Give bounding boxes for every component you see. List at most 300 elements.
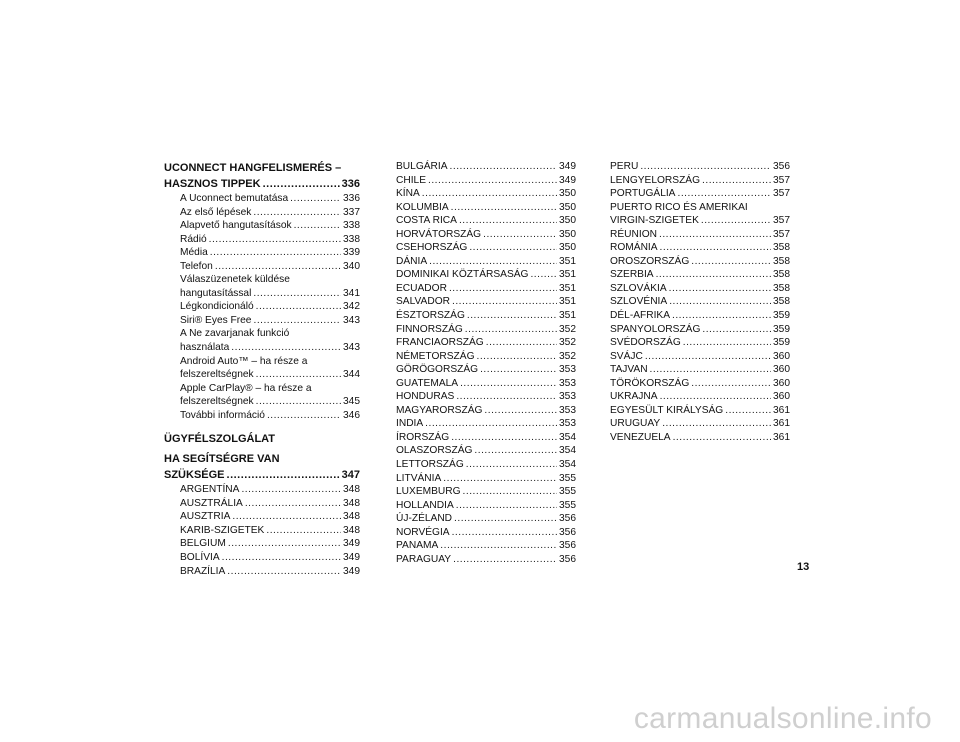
entry-label: SVÁJC (610, 350, 643, 362)
toc-entry[interactable] (610, 174, 790, 188)
entry-page: 354 (559, 431, 576, 443)
entry-page: 341 (343, 287, 360, 299)
dot-leader (241, 483, 341, 497)
entry-label-first-line: PUERTO RICO ÉS AMERIKAI (610, 201, 748, 213)
dot-leader (453, 553, 557, 567)
dot-leader (263, 176, 340, 192)
entry-label: SZERBIA (610, 269, 654, 281)
entry-label: További információ (180, 409, 265, 421)
entry-label: SALVADOR (396, 296, 450, 308)
entry-label: SVÉDORSZÁG (610, 337, 681, 349)
toc-entry[interactable] (164, 497, 360, 511)
dot-leader (454, 512, 557, 526)
entry-page: 359 (773, 310, 790, 322)
toc-entry[interactable] (396, 458, 576, 472)
dot-leader (253, 314, 341, 328)
toc-entry[interactable] (396, 268, 576, 282)
toc-entry[interactable] (396, 363, 576, 377)
entry-page: 358 (773, 296, 790, 308)
toc-entry[interactable] (610, 309, 790, 323)
toc-entry[interactable] (396, 390, 576, 404)
toc-entry[interactable] (396, 174, 576, 188)
toc-entry[interactable] (610, 363, 790, 377)
toc-entry[interactable] (164, 537, 360, 551)
entry-page: 345 (343, 396, 360, 408)
dot-leader (483, 228, 557, 242)
dot-leader (451, 431, 557, 445)
entry-label: Rádió (180, 233, 207, 245)
entry-page: 336 (343, 193, 360, 204)
dot-leader (480, 363, 557, 377)
entry-label: EGYESÜLT KIRÁLYSÁG (610, 404, 724, 416)
toc-entry[interactable] (610, 390, 790, 404)
toc-entry[interactable] (396, 377, 576, 391)
entry-page: 346 (343, 409, 360, 421)
entry-page: 355 (559, 486, 576, 498)
entry-page: 353 (559, 404, 576, 416)
entry-label: SPANYOLORSZÁG (610, 323, 701, 335)
dot-leader (725, 404, 771, 418)
dot-leader (267, 409, 341, 423)
dot-leader (702, 323, 771, 337)
dot-leader (443, 472, 557, 486)
toc-entry[interactable] (396, 431, 576, 445)
entry-label: használata (180, 342, 230, 354)
entry-page: 356 (559, 540, 576, 552)
entry-page: 360 (773, 364, 790, 376)
toc-entry[interactable] (396, 417, 576, 431)
section-title-segitseg: HA SEGÍTSÉGRE VAN (164, 453, 280, 466)
entry-page: 350 (559, 228, 576, 240)
dot-leader (477, 350, 558, 364)
entry-page: 354 (559, 445, 576, 457)
entry-page: 349 (559, 174, 576, 186)
entry-label: ROMÁNIA (610, 242, 658, 254)
toc-entry[interactable] (396, 160, 576, 174)
entry-page: 351 (559, 255, 576, 267)
entry-page: 350 (559, 215, 576, 227)
dot-leader (673, 431, 771, 445)
dot-leader (256, 300, 341, 314)
entry-label: VIRGIN-SZIGETEK (610, 215, 699, 227)
toc-column-right (610, 160, 790, 444)
toc-entry[interactable] (610, 336, 790, 350)
entry-page: 361 (773, 404, 790, 416)
toc-entry[interactable] (164, 314, 360, 328)
dot-leader (701, 214, 771, 228)
entry-label: NÉMETORSZÁG (396, 350, 475, 362)
toc-entry[interactable] (610, 187, 790, 201)
watermark: carmanualsonline.info (633, 702, 932, 735)
country-entries-right (610, 160, 790, 444)
dot-leader (209, 233, 341, 247)
entry-label: Az első lépések (180, 206, 252, 218)
dot-leader (465, 323, 557, 337)
entry-page: 361 (773, 431, 790, 443)
entry-label: INDIA (396, 418, 424, 430)
toc-entry[interactable] (610, 431, 790, 445)
toc-entry[interactable] (396, 309, 576, 323)
entry-label: LITVÁNIA (396, 472, 442, 484)
toc-entry[interactable] (610, 241, 790, 255)
dot-leader (484, 404, 557, 418)
toc-entry[interactable] (396, 228, 576, 242)
entry-label: Média (180, 247, 208, 259)
toc-entry[interactable] (164, 409, 360, 423)
entry-label-first-line: Apple CarPlay® – ha része a (180, 382, 312, 394)
toc-column-middle (396, 160, 576, 566)
entry-page: 361 (773, 418, 790, 430)
entry-label: GÖRÖGORSZÁG (396, 364, 479, 376)
dot-leader (659, 228, 771, 242)
entry-label-first-line: A Ne zavarjanak funkció (180, 328, 290, 340)
toc-entry[interactable] (396, 553, 576, 567)
entry-page: 351 (559, 282, 576, 294)
entry-label: FRANCIAORSZÁG (396, 337, 484, 349)
entry-page: 356 (559, 526, 576, 538)
dot-leader (683, 336, 771, 350)
entry-page: 353 (559, 364, 576, 376)
entry-label: ÉSZTORSZÁG (396, 310, 465, 322)
entry-label: AUSZTRIA (180, 511, 231, 523)
toc-entry[interactable] (396, 336, 576, 350)
toc-entry[interactable] (164, 510, 360, 524)
dot-leader (645, 350, 771, 364)
dot-leader (672, 309, 771, 323)
entry-page: 353 (559, 391, 576, 403)
dot-leader (660, 241, 771, 255)
entry-label: HORVÁTORSZÁG (396, 228, 482, 240)
toc-entry[interactable] (396, 241, 576, 255)
entry-label: felszereltségnek (180, 369, 254, 381)
dot-leader (456, 499, 557, 513)
entry-label: SZLOVÉNIA (610, 296, 668, 308)
entry-page: 358 (773, 242, 790, 254)
dot-leader (210, 246, 341, 260)
country-entries-left (164, 483, 360, 578)
dot-leader (650, 363, 771, 377)
entry-page: 355 (559, 499, 576, 511)
entry-label: COSTA RICA (396, 215, 457, 227)
entry-label-first-line: Android Auto™ – ha része a (180, 355, 308, 367)
entry-label: PANAMA (396, 540, 439, 552)
entry-label: ARGENTÍNA (180, 484, 240, 496)
entry-page: 348 (343, 524, 360, 536)
entry-label: OROSZORSZÁG (610, 255, 690, 267)
entry-label: BELGIUM (180, 538, 226, 550)
dot-leader (422, 187, 557, 201)
toc-entry[interactable] (396, 512, 576, 526)
entry-label: DÁNIA (396, 255, 428, 267)
entry-label: PORTUGÁLIA (610, 188, 676, 200)
entry-label: KARIB-SZIGETEK (180, 524, 265, 536)
entry-page: 360 (773, 377, 790, 389)
entry-page: 357 (773, 174, 790, 186)
entry-label: DÉL-AFRIKA (610, 310, 671, 322)
entry-label-first-line: Válaszüzenetek küldése (180, 274, 290, 286)
entry-page: 352 (559, 337, 576, 349)
entry-page: 359 (773, 337, 790, 349)
dot-leader (231, 341, 341, 355)
entry-page: 356 (559, 553, 576, 565)
dot-leader (467, 309, 557, 323)
entry-page: 353 (559, 418, 576, 430)
entry-page: 349 (343, 552, 360, 564)
entry-label: PARAGUAY (396, 553, 452, 565)
toc-entry[interactable] (164, 192, 360, 206)
toc-entry[interactable] (396, 485, 576, 499)
entry-page: 360 (773, 350, 790, 362)
entry-label: AUSZTRÁLIA (180, 497, 243, 509)
dot-leader (456, 390, 557, 404)
entry-label: ECUADOR (396, 282, 447, 294)
entry-label: MAGYARORSZÁG (396, 404, 483, 416)
entry-page: 337 (343, 206, 360, 218)
entry-page: 338 (343, 220, 360, 232)
dot-leader (451, 201, 557, 215)
toc-entry[interactable] (610, 255, 790, 269)
toc-entry[interactable] (396, 282, 576, 296)
entry-label: ÍRORSZÁG (396, 431, 450, 443)
dot-leader (530, 268, 557, 282)
dot-leader (669, 295, 771, 309)
dot-leader (660, 390, 771, 404)
toc-entry[interactable] (396, 526, 576, 540)
toc-entry[interactable] (164, 287, 360, 301)
dot-leader (452, 295, 557, 309)
dot-leader (228, 537, 341, 551)
entry-label: Alapvető hangutasítások (180, 220, 292, 232)
dot-leader (266, 524, 341, 538)
entry-page: 339 (343, 247, 360, 259)
entry-label: felszereltségnek (180, 396, 254, 408)
dot-leader (460, 377, 557, 391)
dot-leader (227, 565, 341, 579)
toc-entry[interactable] (396, 255, 576, 269)
dot-leader (253, 206, 341, 220)
dot-leader (640, 160, 771, 174)
entry-page: 342 (343, 301, 360, 313)
dot-leader (702, 174, 771, 188)
dot-leader (463, 485, 557, 499)
entry-page: 351 (559, 296, 576, 308)
entry-label: BOLÍVIA (180, 552, 220, 564)
section-entry-hasznos-tippek[interactable] (164, 176, 360, 192)
entry-page: 351 (559, 310, 576, 322)
entry-page: 353 (559, 377, 576, 389)
toc-entry[interactable] (610, 160, 790, 174)
toc-entry[interactable] (164, 206, 360, 220)
toc-entry[interactable] (610, 295, 790, 309)
entry-page: 352 (559, 350, 576, 362)
entry-label: GUATEMALA (396, 377, 459, 389)
dot-leader (256, 395, 341, 409)
dot-leader (429, 255, 557, 269)
toc-entry[interactable] (610, 404, 790, 418)
uconnect-entries (164, 192, 360, 422)
dot-leader (227, 467, 340, 483)
dot-leader (486, 336, 557, 350)
toc-entry[interactable] (396, 201, 576, 215)
toc-entry[interactable] (396, 472, 576, 486)
entry-page: 348 (343, 484, 360, 496)
country-entries-middle (396, 160, 576, 566)
dot-leader (677, 187, 771, 201)
toc-entry[interactable] (164, 483, 360, 497)
toc-entry[interactable] (164, 246, 360, 260)
dot-leader (691, 255, 771, 269)
entry-label: BRAZÍLIA (180, 565, 226, 577)
entry-page: 357 (773, 228, 790, 240)
entry-label: hangutasítással (180, 287, 252, 299)
entry-label: HONDURAS (396, 391, 455, 403)
dot-leader (440, 539, 557, 553)
dot-leader (290, 192, 341, 206)
section-title-uconnect: UCONNECT HANGFELISMERÉS – (164, 162, 342, 174)
entry-page: 354 (559, 459, 576, 471)
toc-entry[interactable] (396, 187, 576, 201)
section-title-ugyfelszolgalat[interactable]: ÜGYFÉLSZOLGÁLAT (164, 433, 276, 446)
entry-page: 338 (343, 233, 360, 245)
entry-label: FINNORSZÁG (396, 323, 463, 335)
dot-leader (662, 417, 771, 431)
dot-leader (222, 551, 341, 565)
entry-page: 357 (773, 188, 790, 200)
toc-entry[interactable] (164, 524, 360, 538)
entry-page: 349 (343, 565, 360, 577)
dot-leader (245, 497, 341, 511)
entry-label: Siri® Eyes Free (180, 314, 252, 326)
toc-entry[interactable] (396, 539, 576, 553)
entry-page: 360 (773, 391, 790, 403)
dot-leader (232, 510, 341, 524)
toc-entry[interactable] (396, 323, 576, 337)
toc-entry[interactable] (164, 395, 360, 409)
entry-label: A Uconnect bemutatása (180, 193, 289, 204)
entry-page: 349 (559, 161, 576, 172)
entry-page: 357 (773, 215, 790, 227)
entry-page: 347 (341, 469, 360, 482)
entry-label: URUGUAY (610, 418, 661, 430)
entry-page: 344 (343, 369, 360, 381)
toc-entry[interactable] (396, 214, 576, 228)
toc-entry[interactable] (396, 404, 576, 418)
entry-page: 348 (343, 511, 360, 523)
toc-entry[interactable] (610, 417, 790, 431)
entry-page: 356 (773, 161, 790, 172)
toc-entry[interactable] (164, 300, 360, 314)
entry-label: CHILE (396, 174, 427, 186)
entry-label: TAJVAN (610, 364, 648, 376)
entry-label: CSEHORSZÁG (396, 242, 468, 254)
toc-entry[interactable] (164, 368, 360, 382)
dot-leader (425, 417, 557, 431)
entry-page: 348 (343, 497, 360, 509)
entry-label: OLASZORSZÁG (396, 445, 473, 457)
toc-entry[interactable] (610, 228, 790, 242)
entry-page: 355 (559, 472, 576, 484)
toc-entry[interactable] (610, 268, 790, 282)
entry-page: 351 (559, 269, 576, 281)
entry-label: Telefon (180, 260, 213, 272)
toc-entry[interactable] (164, 565, 360, 579)
entry-label: HASZNOS TIPPEK (164, 178, 261, 190)
section-entry-szuksege[interactable] (164, 467, 360, 483)
dot-leader (469, 241, 557, 255)
entry-label: TÖRÖKORSZÁG (610, 377, 690, 389)
entry-label: LETTORSZÁG (396, 459, 464, 471)
entry-label: KOLUMBIA (396, 201, 449, 213)
entry-label: NORVÉGIA (396, 526, 450, 538)
dot-leader (466, 458, 557, 472)
entry-label: LENGYELORSZÁG (610, 174, 701, 186)
entry-page: 356 (559, 513, 576, 525)
toc-entry[interactable] (164, 341, 360, 355)
toc-entry[interactable] (610, 282, 790, 296)
entry-label: Légkondicionáló (180, 301, 254, 313)
dot-leader (253, 287, 341, 301)
entry-page: 352 (559, 323, 576, 335)
entry-label: KÍNA (396, 188, 420, 200)
dot-leader (459, 214, 557, 228)
entry-label: HOLLANDIA (396, 499, 454, 511)
entry-page: 336 (341, 178, 360, 190)
entry-page: 340 (343, 260, 360, 272)
entry-label: VENEZUELA (610, 431, 671, 443)
entry-label: BULGÁRIA (396, 161, 448, 172)
dot-leader (428, 174, 557, 188)
toc-entry[interactable] (396, 350, 576, 364)
dot-leader (256, 368, 341, 382)
dot-leader (294, 219, 341, 233)
toc-entry[interactable] (164, 233, 360, 247)
toc-entry[interactable] (610, 377, 790, 391)
entry-label: DOMINIKAI KÖZTÁRSASÁG (396, 269, 529, 281)
dot-leader (474, 444, 557, 458)
toc-entry[interactable] (396, 444, 576, 458)
dot-leader (450, 160, 557, 174)
toc-column-left (164, 160, 360, 578)
dot-leader (691, 377, 771, 391)
toc-entry[interactable] (610, 323, 790, 337)
entry-label: SZÜKSÉGE (164, 469, 225, 482)
entry-label: LUXEMBURG (396, 486, 461, 498)
entry-page: 358 (773, 255, 790, 267)
toc-entry[interactable] (164, 260, 360, 274)
entry-page: 350 (559, 188, 576, 200)
entry-page: 359 (773, 323, 790, 335)
entry-label: PERU (610, 161, 639, 172)
dot-leader (449, 282, 557, 296)
entry-label: UKRAJNA (610, 391, 658, 403)
entry-label: SZLOVÁKIA (610, 282, 667, 294)
toc-entry[interactable] (396, 295, 576, 309)
entry-page: 350 (559, 201, 576, 213)
toc-entry[interactable] (610, 214, 790, 228)
toc-entry[interactable] (610, 350, 790, 364)
entry-page: 343 (343, 314, 360, 326)
page-number: 13 (797, 561, 810, 573)
toc-entry[interactable] (164, 551, 360, 565)
dot-leader (669, 282, 771, 296)
dot-leader (452, 526, 557, 540)
toc-entry[interactable] (164, 219, 360, 233)
dot-leader (215, 260, 341, 274)
toc-entry[interactable] (396, 499, 576, 513)
entry-page: 343 (343, 342, 360, 354)
entry-page: 349 (343, 538, 360, 550)
entry-label: ÚJ-ZÉLAND (396, 513, 453, 525)
